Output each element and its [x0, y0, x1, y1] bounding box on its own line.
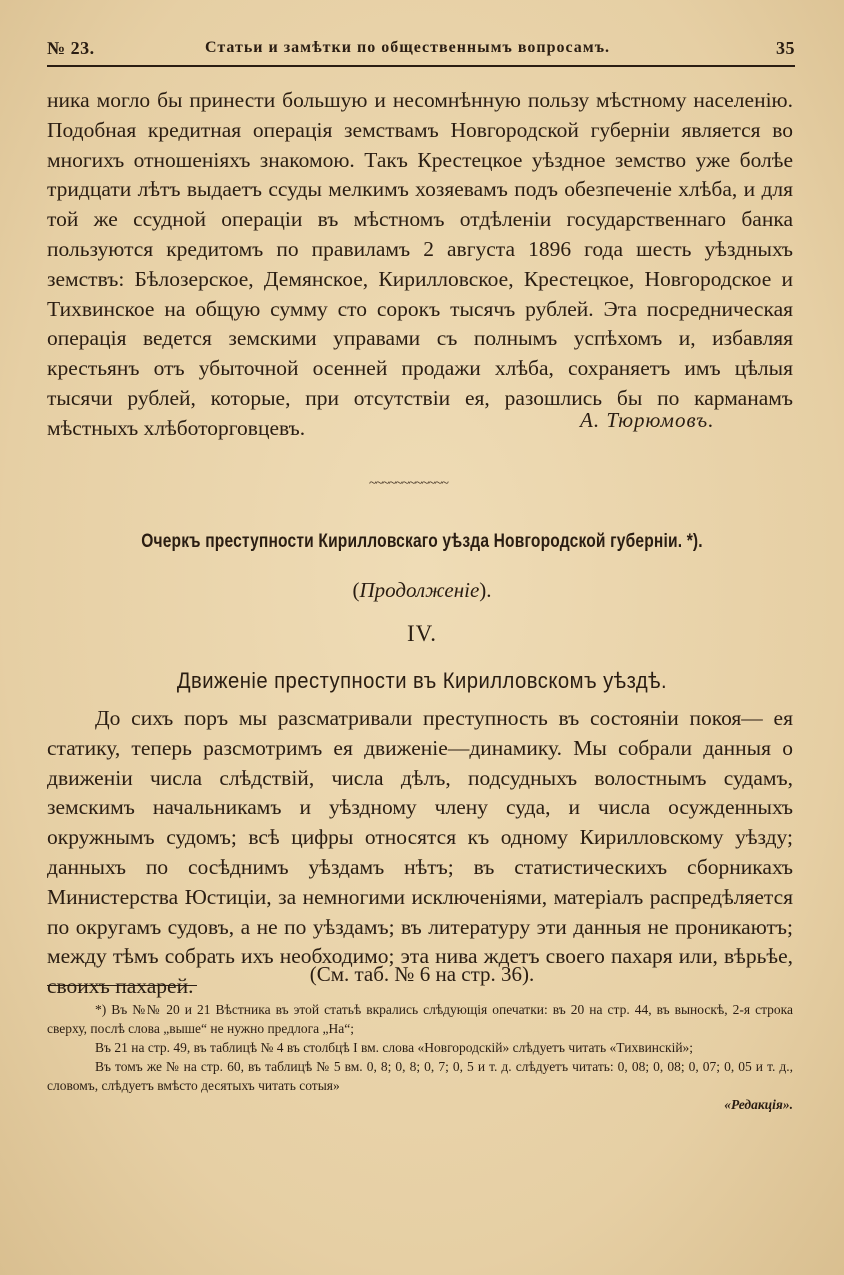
section-number: IV.: [406, 621, 438, 646]
article-title: Очеркъ преступности Кирилловскаго уѣзда Новгородской губерніи. *).: [141, 531, 703, 552]
header-rule: [47, 65, 795, 67]
section-heading: Движеніе преступности въ Кирилловскомъ уѣздѣ.: [176, 668, 668, 693]
running-header: [47, 38, 795, 64]
issue-number: № 23.: [47, 38, 95, 58]
footnote-3: Въ томъ же № на стр. 60, въ таблицѣ № 5 вм. 0, 8; 0, 8; 0, 7; 0, 5 и т. д. слѣдуетъ читать: 0, 08; 0, 08; 0, 07; 0, 05 и т. д., словомъ, слѣдуетъ вмѣсто десятыхъ читать сотыя»: [47, 1059, 793, 1093]
continued-note: (Продолженіе).: [352, 578, 492, 602]
footnotes: [47, 1000, 793, 1114]
running-title: Статьи и замѣтки по общественнымъ вопросамъ.: [205, 39, 611, 56]
author-signature: А. Тюрюмовъ.: [580, 408, 715, 432]
table-reference: (См. таб. № 6 на стр. 36).: [309, 962, 535, 986]
footnote-rule: [47, 985, 197, 986]
footnote-2: Въ 21 на стр. 49, въ таблицѣ № 4 въ столбцѣ I вм. слова «Новгородскій» слѣдуетъ читать «Тихвинскій»;: [95, 1040, 694, 1055]
article-paragraph: До сихъ поръ мы разсматривали преступность въ состояніи покоя— ея статику, теперь разсмотримъ ея движеніе—динамику. Мы собрали данныя о движеніи числа слѣдствій, числа дѣлъ, подсудныхъ волостнымъ судамъ, земскимъ начальникамъ и уѣздному члену суда, и числа осужденныхъ окружнымъ судомъ; всѣ цифры относятся къ одному Кирилловскому уѣзду; данныхъ по сосѣднимъ уѣздамъ нѣтъ; въ статистическихъ сборникахъ Министерства Юстиціи, за немногими исключеніями, матеріалъ распредѣляется по округамъ судовъ, а не по уѣздамъ; въ литературу эти данныя не проникаютъ; между тѣмъ собрать ихъ необходимо; эта нива ждетъ своего пахаря или, вѣрьѣе, своихъ пахарей.: [47, 706, 793, 999]
section-divider: ~~~~~~~~~~~~: [369, 476, 448, 491]
page-number: 35: [776, 38, 795, 58]
previous-article-text: [47, 86, 793, 444]
editors-signature: «Редакція».: [724, 1097, 793, 1112]
footnote-1: *) Въ №№ 20 и 21 Вѣстника въ этой статьѣ вкрались слѣдующія опечатки: въ 20 на стр. 44, въ выноскѣ, 2-я строка сверху, послѣ слова „выше“ не нужно предлога „На“;: [47, 1002, 793, 1036]
continued-label: Продолженіе: [359, 578, 480, 602]
article-body: [47, 704, 793, 1002]
previous-article-paragraph: ника могло бы принести большую и несомнѣнную пользу мѣстному населенію. Подобная кредитная операція земствамъ Новгородской губерніи является во многихъ отношеніяхъ знакомою. Такъ Крестецкое уѣздное земство уже болѣе тридцати лѣтъ выдаетъ ссуды мелкимъ хозяевамъ подъ обезпеченіе хлѣба, и для той же ссудной операціи въ мѣстномъ отдѣленіи государственнаго банка пользуются кредитомъ по правиламъ 2 августа 1896 года шесть уѣздныхъ земствъ: Бѣлозерское, Демянское, Кирилловское, Крестецкое, Новгородское и Тихвинское на общую сумму сто сорокъ тысячъ рублей. Эта посредническая операція ведется земскими управами съ полнымъ успѣхомъ и, избавляя крестьянъ отъ убыточной осенней продажи хлѣба, сохраняетъ имъ цѣлыя тысячи рублей, которые, при отсутствіи ея, разошлись бы по карманамъ мѣстныхъ хлѣботорговцевъ.: [47, 88, 793, 440]
